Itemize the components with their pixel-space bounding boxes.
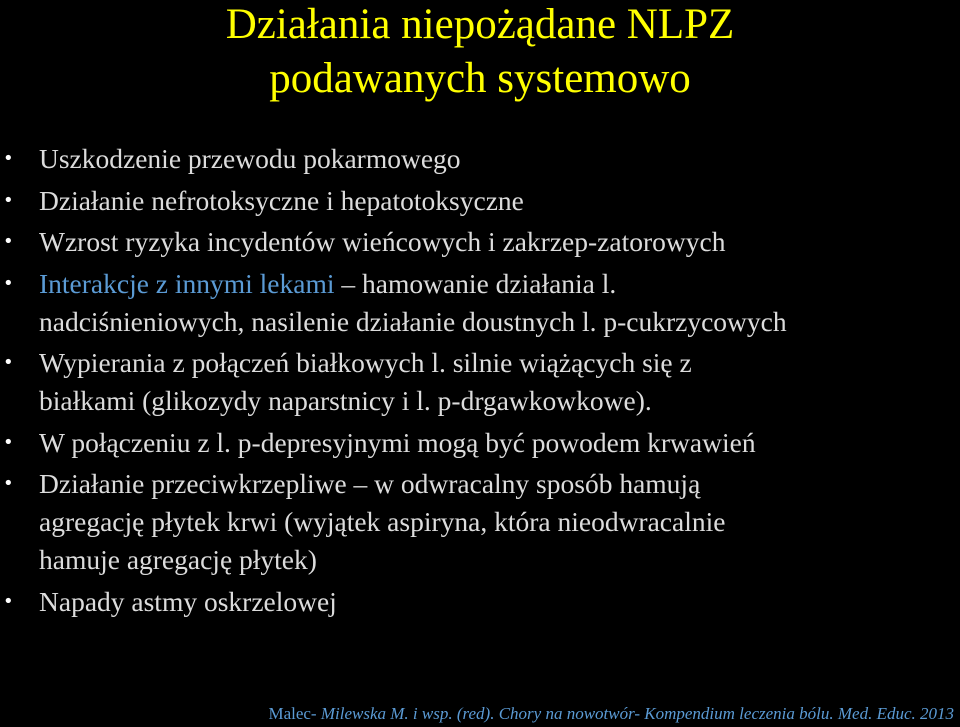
citation-author: Malec- <box>268 704 321 723</box>
slide-title-line-2: podawanych systemowo <box>269 55 691 102</box>
bullet-text: Napady astmy oskrzelowej <box>39 585 337 617</box>
bullet-item-6 <box>0 424 960 462</box>
bullet-dot-icon: • <box>3 272 14 294</box>
interactions-highlight: Interakcje z innymi lekami <box>39 267 335 299</box>
interactions-rest: – hamowanie działania l. <box>334 267 617 299</box>
citation-source: Milewska M. i wsp. (red). Chory na nowotwór- Kompendium leczenia bólu. Med. Educ. 2013 <box>320 704 954 723</box>
bullet-text: Wzrost ryzyka incydentów wieńcowych i zakrzep-zatorowych <box>39 226 726 257</box>
bullet-dot-icon: • <box>3 189 14 211</box>
bullet-dot-icon: • <box>3 473 14 494</box>
bullet-dot-icon: • <box>3 352 14 373</box>
bullet-item-5 <box>0 344 960 420</box>
bullet-text-line-2: nadciśnieniowych, nasilenie działanie doustnych l. p-cukrzycowych <box>39 305 787 337</box>
bullet-text-line-1 <box>39 265 958 303</box>
citation-footer <box>268 703 954 725</box>
bullet-text-line-1: Wypierania z połączeń białkowych l. silnie wiążących się z <box>39 347 692 378</box>
bullet-text-line-2: białkami (glikozydy naparstnicy i l. p-drgawkowkowe). <box>39 385 652 416</box>
bullet-text: Uszkodzenie przewodu pokarmowego <box>39 143 461 174</box>
bullet-dot-icon: • <box>3 231 14 252</box>
bullet-item-7 <box>0 465 960 579</box>
bullet-text: Działanie nefrotoksyczne i hepatotoksyczne <box>39 184 524 216</box>
bullet-item-3 <box>0 223 960 261</box>
slide-title-line-1: Działania niepożądane NLPZ <box>225 1 735 48</box>
bullet-text: W połączeniu z l. p-depresyjnymi mogą być powodem krwawień <box>39 426 756 458</box>
bullet-item-8 <box>0 583 960 621</box>
bullet-item-4 <box>0 265 960 341</box>
bullet-list <box>0 140 960 624</box>
bullet-text-line-3: hamuje agregację płytek) <box>39 544 317 575</box>
bullet-dot-icon: • <box>3 148 14 169</box>
bullet-text-line-1: Działanie przeciwkrzepliwe – w odwracalny sposób hamują <box>39 468 701 499</box>
bullet-item-1 <box>0 140 960 178</box>
bullet-dot-icon: • <box>3 431 14 453</box>
bullet-dot-icon: • <box>3 590 14 612</box>
slide-title <box>0 0 960 106</box>
bullet-text-line-2: agregację płytek krwi (wyjątek aspiryna, która nieodwracalnie <box>39 506 726 537</box>
bullet-item-2 <box>0 182 960 220</box>
